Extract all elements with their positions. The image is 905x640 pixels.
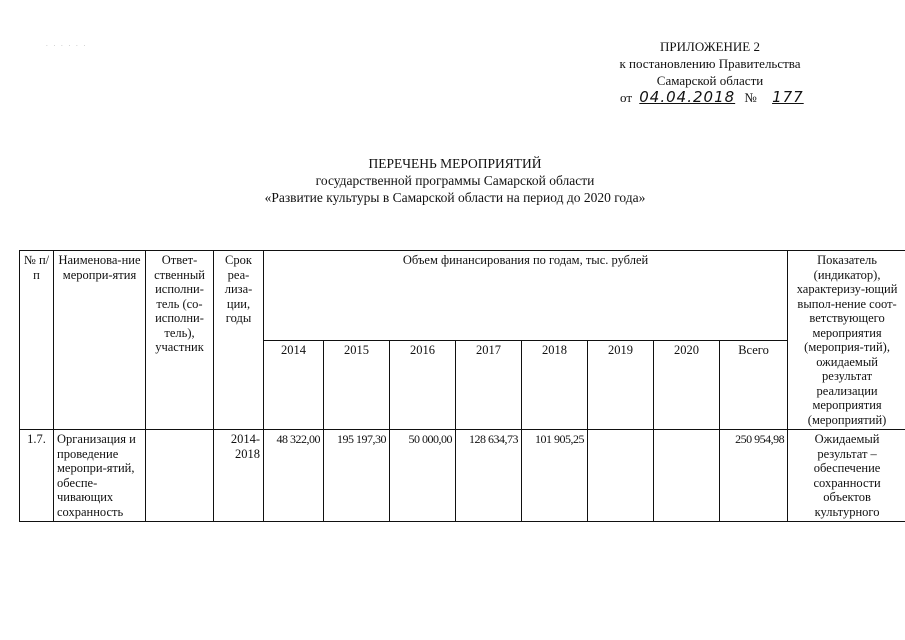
row-number: 1.7. — [20, 430, 54, 522]
header-responsible: Ответ-ственный исполни-тель (со-исполни-тель), участник — [146, 251, 214, 430]
appendix-line-decree: к постановлению Правительства — [619, 56, 801, 71]
header-year-2014: 2014 — [264, 340, 324, 430]
header-total: Всего — [720, 340, 788, 430]
row-value-2018: 101 905,25 — [522, 430, 588, 522]
appendix-block — [560, 38, 860, 106]
header-measure-name: Наименова-ние меропри-ятия — [54, 251, 146, 430]
handwritten-number: 177 — [772, 88, 804, 106]
header-year-2017: 2017 — [456, 340, 522, 430]
header-year-2019: 2019 — [588, 340, 654, 430]
row-term: 2014-2018 — [214, 430, 264, 522]
handwritten-date: 04.04.2018 — [639, 88, 736, 106]
header-year-2020: 2020 — [654, 340, 720, 430]
row-value-2016: 50 000,00 — [390, 430, 456, 522]
header-indicator: Показатель (индикатор), характеризу-ющий выпол-нение соот-ветствующего мероприятия (мероприя-тий), ожидаемый результат реализации мероприятия (мероприятий) — [788, 251, 905, 430]
header-term: Срок реа-лиза-ции, годы — [214, 251, 264, 430]
scan-noise: . . . . . . — [46, 40, 88, 48]
title-line-2: государственной программы Самарской области — [315, 173, 595, 188]
header-number: № п/п — [20, 251, 54, 430]
appendix-line-region: Самарской области — [656, 73, 764, 88]
header-year-2016: 2016 — [390, 340, 456, 430]
row-indicator: Ожидаемый результат – обеспечение сохранности объектов культурного — [788, 430, 905, 522]
table-header-row — [20, 251, 905, 341]
row-value-2020 — [654, 430, 720, 522]
row-value-2019 — [588, 430, 654, 522]
row-measure-name: Организация и проведение меропри-ятий, обеспе-чивающих сохранность — [54, 430, 146, 522]
date-prefix: от — [620, 90, 633, 105]
header-funding: Объем финансирования по годам, тыс. рублей — [264, 251, 788, 341]
appendix-title: ПРИЛОЖЕНИЕ 2 — [660, 39, 760, 54]
title-line-3: «Развитие культуры в Самарской области на период до 2020 года» — [264, 190, 646, 205]
header-year-2015: 2015 — [324, 340, 390, 430]
measures-table — [19, 250, 905, 522]
row-responsible — [146, 430, 214, 522]
row-value-2017: 128 634,73 — [456, 430, 522, 522]
order-date-line — [560, 89, 860, 106]
table-row — [20, 430, 905, 522]
row-value-2014: 48 322,00 — [264, 430, 324, 522]
header-year-2018: 2018 — [522, 340, 588, 430]
row-value-2015: 195 197,30 — [324, 430, 390, 522]
row-value-total: 250 954,98 — [720, 430, 788, 522]
title-line-1: ПЕРЕЧЕНЬ МЕРОПРИЯТИЙ — [368, 156, 542, 171]
number-prefix: № — [744, 90, 757, 105]
document-title — [150, 155, 760, 206]
